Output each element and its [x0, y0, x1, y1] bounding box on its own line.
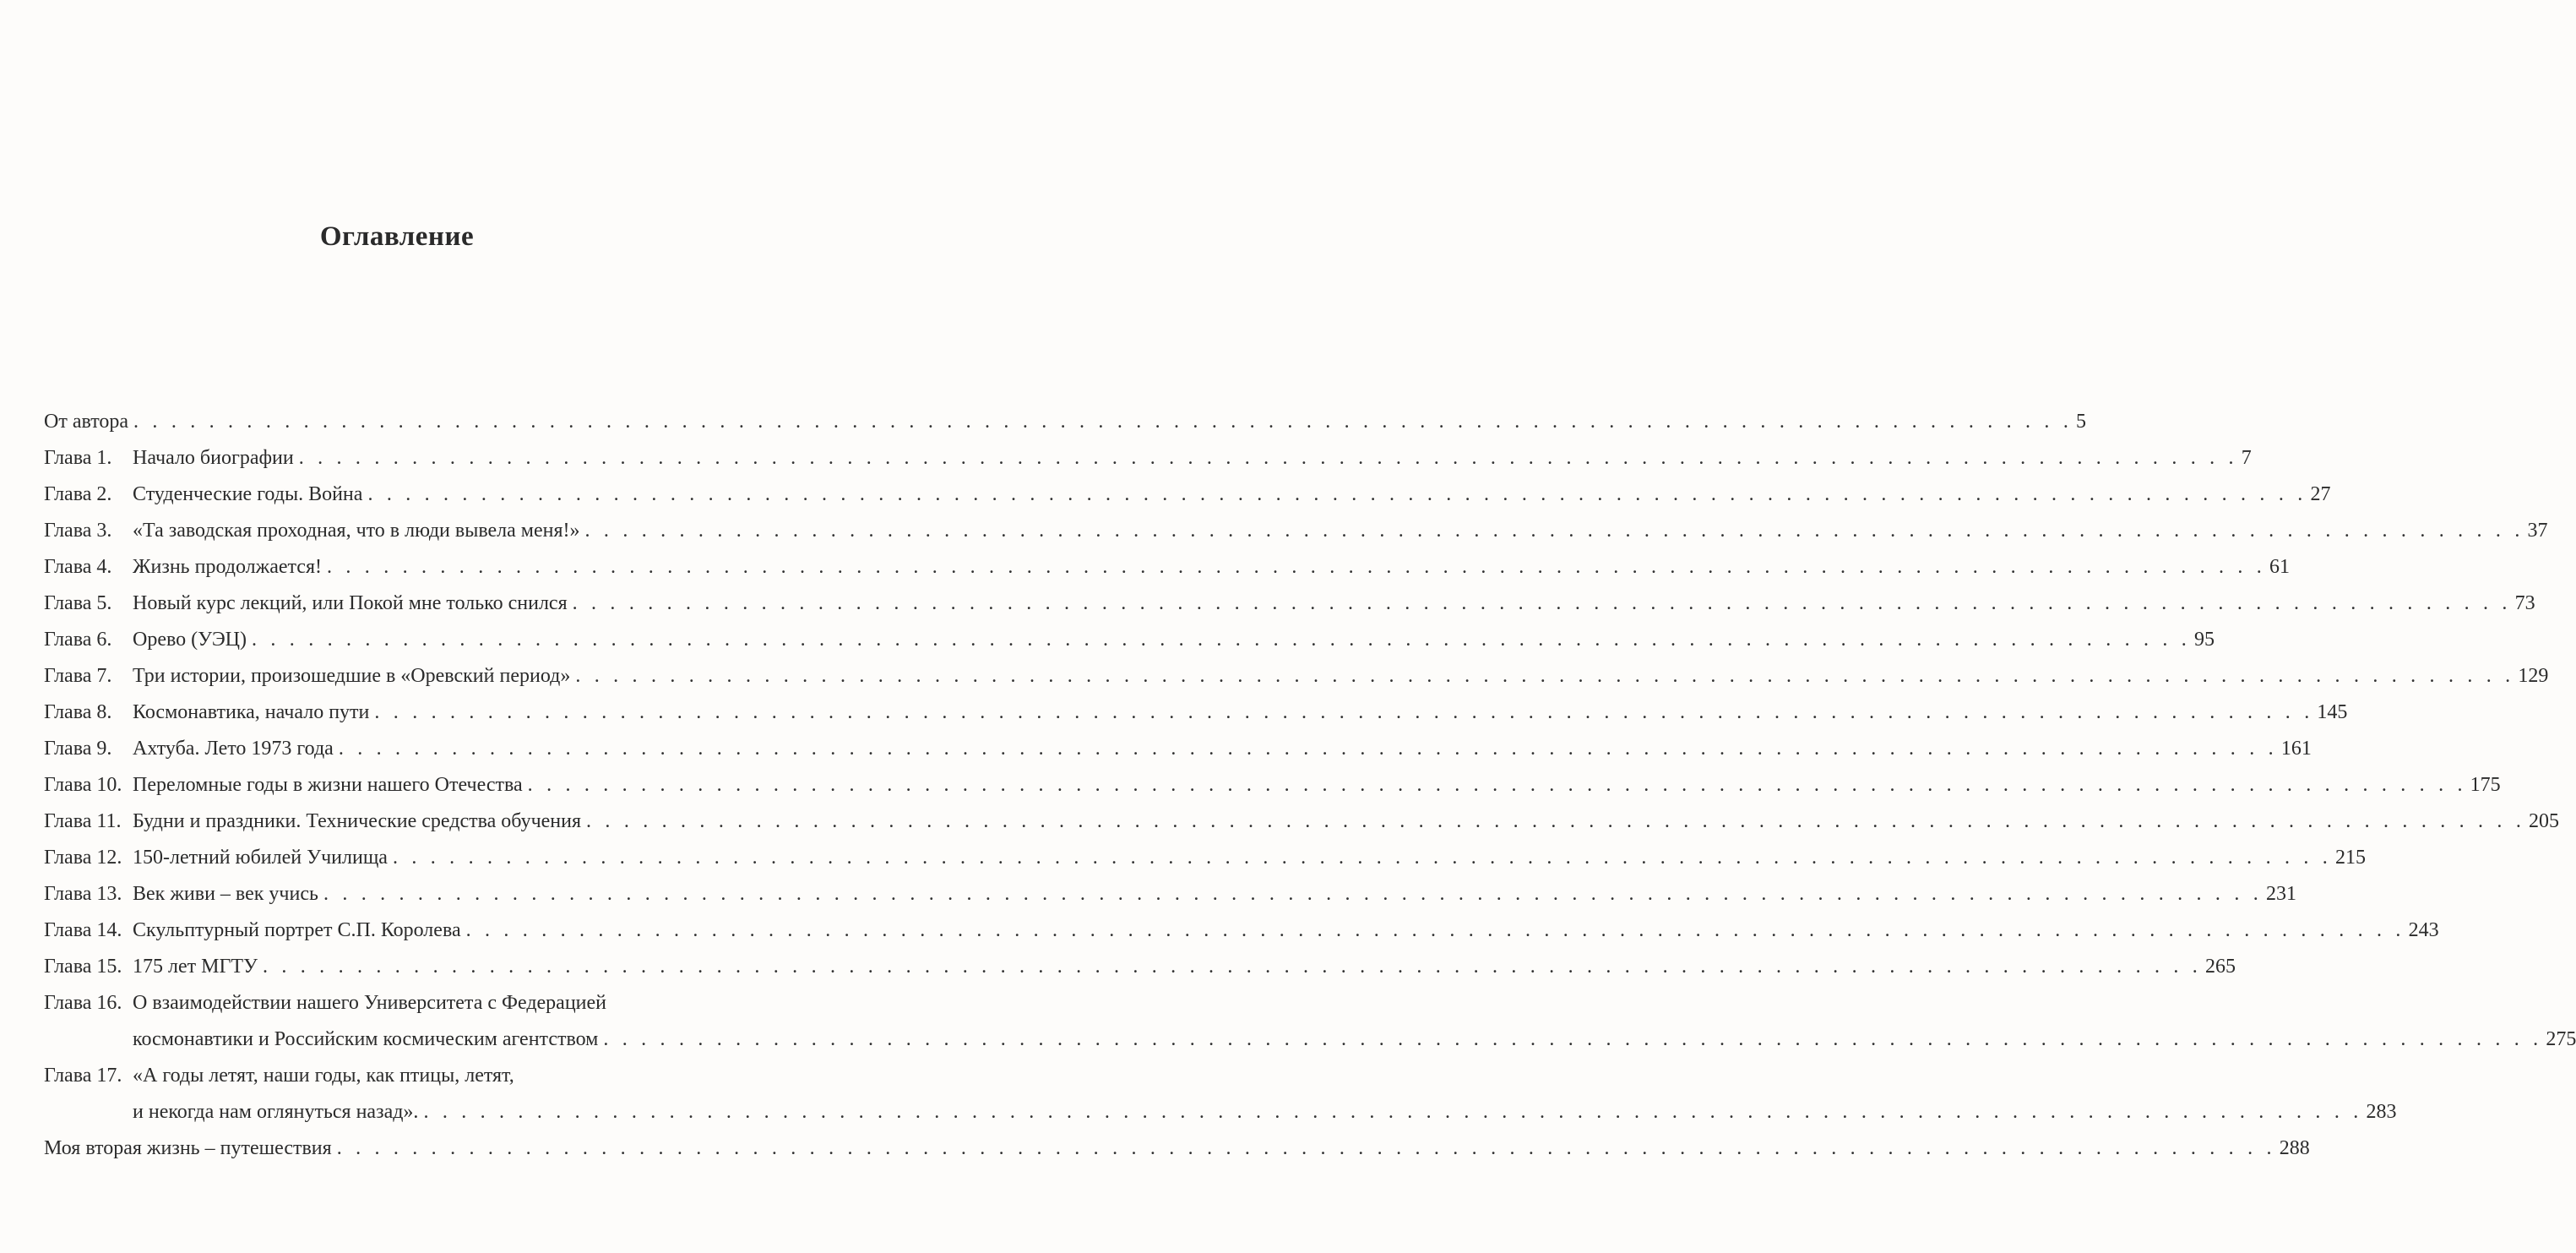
toc-entry-chapter-15[interactable]	[44, 954, 2236, 990]
toc-page-number: 27	[2310, 483, 2331, 505]
dot-leader	[337, 1136, 2276, 1161]
dot-leader	[585, 518, 2524, 543]
toc-page-number: 161	[2280, 738, 2312, 760]
toc-entry-chapter-8[interactable]	[44, 700, 2348, 736]
toc-page-number: 95	[2194, 629, 2215, 651]
dot-leader	[252, 627, 2191, 652]
toc-page-number: 243	[2408, 919, 2439, 941]
dot-leader	[586, 809, 2525, 834]
toc-chapter-label: Глава 8.	[44, 701, 112, 723]
toc-entry-title: Новый курс лекций, или Покой мне только снился	[133, 592, 568, 614]
toc-page-number: 61	[2269, 556, 2290, 578]
toc-page-number: 5	[2076, 411, 2087, 433]
dot-leader	[133, 409, 2073, 434]
toc-entry-title: Студенческие годы. Война	[133, 483, 363, 505]
toc-entry-title: 175 лет МГТУ	[133, 956, 258, 978]
toc-entry-title: Три истории, произошедшие в «Оревский период»	[133, 665, 571, 687]
dot-leader	[323, 881, 2263, 907]
toc-page-number: 288	[2279, 1137, 2310, 1159]
toc-entry-chapter-2[interactable]	[44, 482, 2331, 518]
toc-page-number: 231	[2265, 883, 2296, 905]
dot-leader	[339, 736, 2278, 761]
toc-entry-title: Скульптурный портрет С.П. Королева	[133, 919, 461, 941]
toc-page-number: 215	[2334, 847, 2366, 869]
dot-leader	[603, 1027, 2542, 1052]
toc-chapter-label: Глава 13.	[44, 883, 122, 905]
toc-entry-title: Жизнь продолжается!	[133, 556, 322, 578]
toc-chapter-label: Глава 9.	[44, 738, 112, 760]
toc-entry-title: Переломные годы в жизни нашего Отечества	[133, 774, 523, 796]
toc-entry-title: Начало биографии	[133, 447, 294, 469]
toc-entry-chapter-9[interactable]	[44, 736, 2312, 772]
toc-entry-title: Век живи – век учись	[133, 883, 318, 905]
toc-page-number: 37	[2527, 520, 2548, 542]
toc-chapter-label: Глава 5.	[44, 592, 112, 614]
toc-entry-chapter-10[interactable]	[44, 772, 2501, 809]
toc-entry-title-line-1: «А годы летят, наши годы, как птицы, летят,	[133, 1065, 514, 1087]
page-title: Оглавление	[319, 221, 475, 252]
dot-leader	[573, 591, 2512, 616]
toc-entry-title: Будни и праздники. Технические средства обучения	[133, 810, 582, 832]
toc-chapter-label: Глава 4.	[44, 556, 112, 578]
toc-page-number: 265	[2204, 956, 2236, 978]
toc-entry-chapter-13[interactable]	[44, 881, 2296, 918]
toc-entry-title: От автора	[44, 411, 129, 433]
toc-entry-chapter-11[interactable]	[44, 809, 2560, 845]
toc-entry-title: «Та заводская проходная, что в люди вывела меня!»	[133, 520, 580, 542]
toc-entry-title: Космонавтика, начало пути	[133, 701, 370, 723]
table-of-contents	[44, 409, 2576, 1172]
toc-chapter-label: Глава 3.	[44, 520, 112, 542]
toc-chapter-label: Глава 1.	[44, 447, 112, 469]
toc-page-number: 275	[2546, 1028, 2576, 1050]
toc-entry-chapter-5[interactable]	[44, 591, 2535, 627]
toc-page-number: 7	[2241, 447, 2252, 469]
toc-entry-chapter-3[interactable]	[44, 518, 2548, 554]
dot-leader	[528, 772, 2467, 798]
toc-chapter-label: Глава 6.	[44, 629, 112, 651]
toc-page-number: 73	[2514, 592, 2535, 614]
toc-entry-chapter-4[interactable]	[44, 554, 2290, 591]
toc-chapter-label: Глава 10.	[44, 774, 122, 796]
dot-leader	[327, 554, 2266, 580]
toc-chapter-label: Глава 17.	[44, 1065, 122, 1087]
dot-leader	[374, 700, 2313, 725]
toc-entry-chapter-1[interactable]	[44, 445, 2252, 482]
dot-leader	[393, 845, 2332, 870]
toc-page-number: 129	[2518, 665, 2549, 687]
toc-entry-title: Моя вторая жизнь – путешествия	[44, 1137, 332, 1159]
dot-leader	[299, 445, 2238, 471]
toc-chapter-label: Глава 14.	[44, 919, 122, 941]
dot-leader	[466, 918, 2405, 943]
toc-entry-title-line-2: и некогда нам оглянуться назад».	[133, 1101, 419, 1123]
toc-entry-foreword[interactable]	[44, 409, 2087, 445]
toc-chapter-label: Глава 12.	[44, 847, 122, 869]
toc-chapter-label: Глава 7.	[44, 665, 112, 687]
toc-entry-afterword[interactable]	[44, 1136, 2310, 1172]
toc-chapter-label: Глава 11.	[44, 810, 122, 832]
dot-leader	[575, 663, 2514, 689]
toc-entry-title: Орево (УЭЦ)	[133, 629, 247, 651]
dot-leader	[423, 1099, 2362, 1125]
toc-entry-title: Ахтуба. Лето 1973 года	[133, 738, 334, 760]
toc-page-number: 205	[2529, 810, 2560, 832]
toc-entry-chapter-14[interactable]	[44, 918, 2439, 954]
toc-entry-title: 150-летний юбилей Училища	[133, 847, 388, 869]
toc-entry-chapter-17[interactable]	[44, 1063, 2397, 1136]
toc-page-number: 175	[2470, 774, 2501, 796]
toc-entry-title-line-1: О взаимодействии нашего Университета с Федерацией	[133, 992, 607, 1014]
toc-entry-chapter-6[interactable]	[44, 627, 2215, 663]
toc-entry-chapter-16[interactable]	[44, 990, 2576, 1063]
dot-leader	[263, 954, 2202, 979]
toc-entry-title-line-2: космонавтики и Российским космическим агентством	[133, 1028, 599, 1050]
toc-chapter-label: Глава 2.	[44, 483, 112, 505]
toc-page-number: 145	[2317, 701, 2348, 723]
toc-chapter-label: Глава 16.	[44, 992, 122, 1014]
toc-page-number: 283	[2366, 1101, 2397, 1123]
toc-chapter-label: Глава 15.	[44, 956, 122, 978]
dot-leader	[367, 482, 2307, 507]
toc-entry-chapter-7[interactable]	[44, 663, 2549, 700]
toc-entry-chapter-12[interactable]	[44, 845, 2366, 881]
